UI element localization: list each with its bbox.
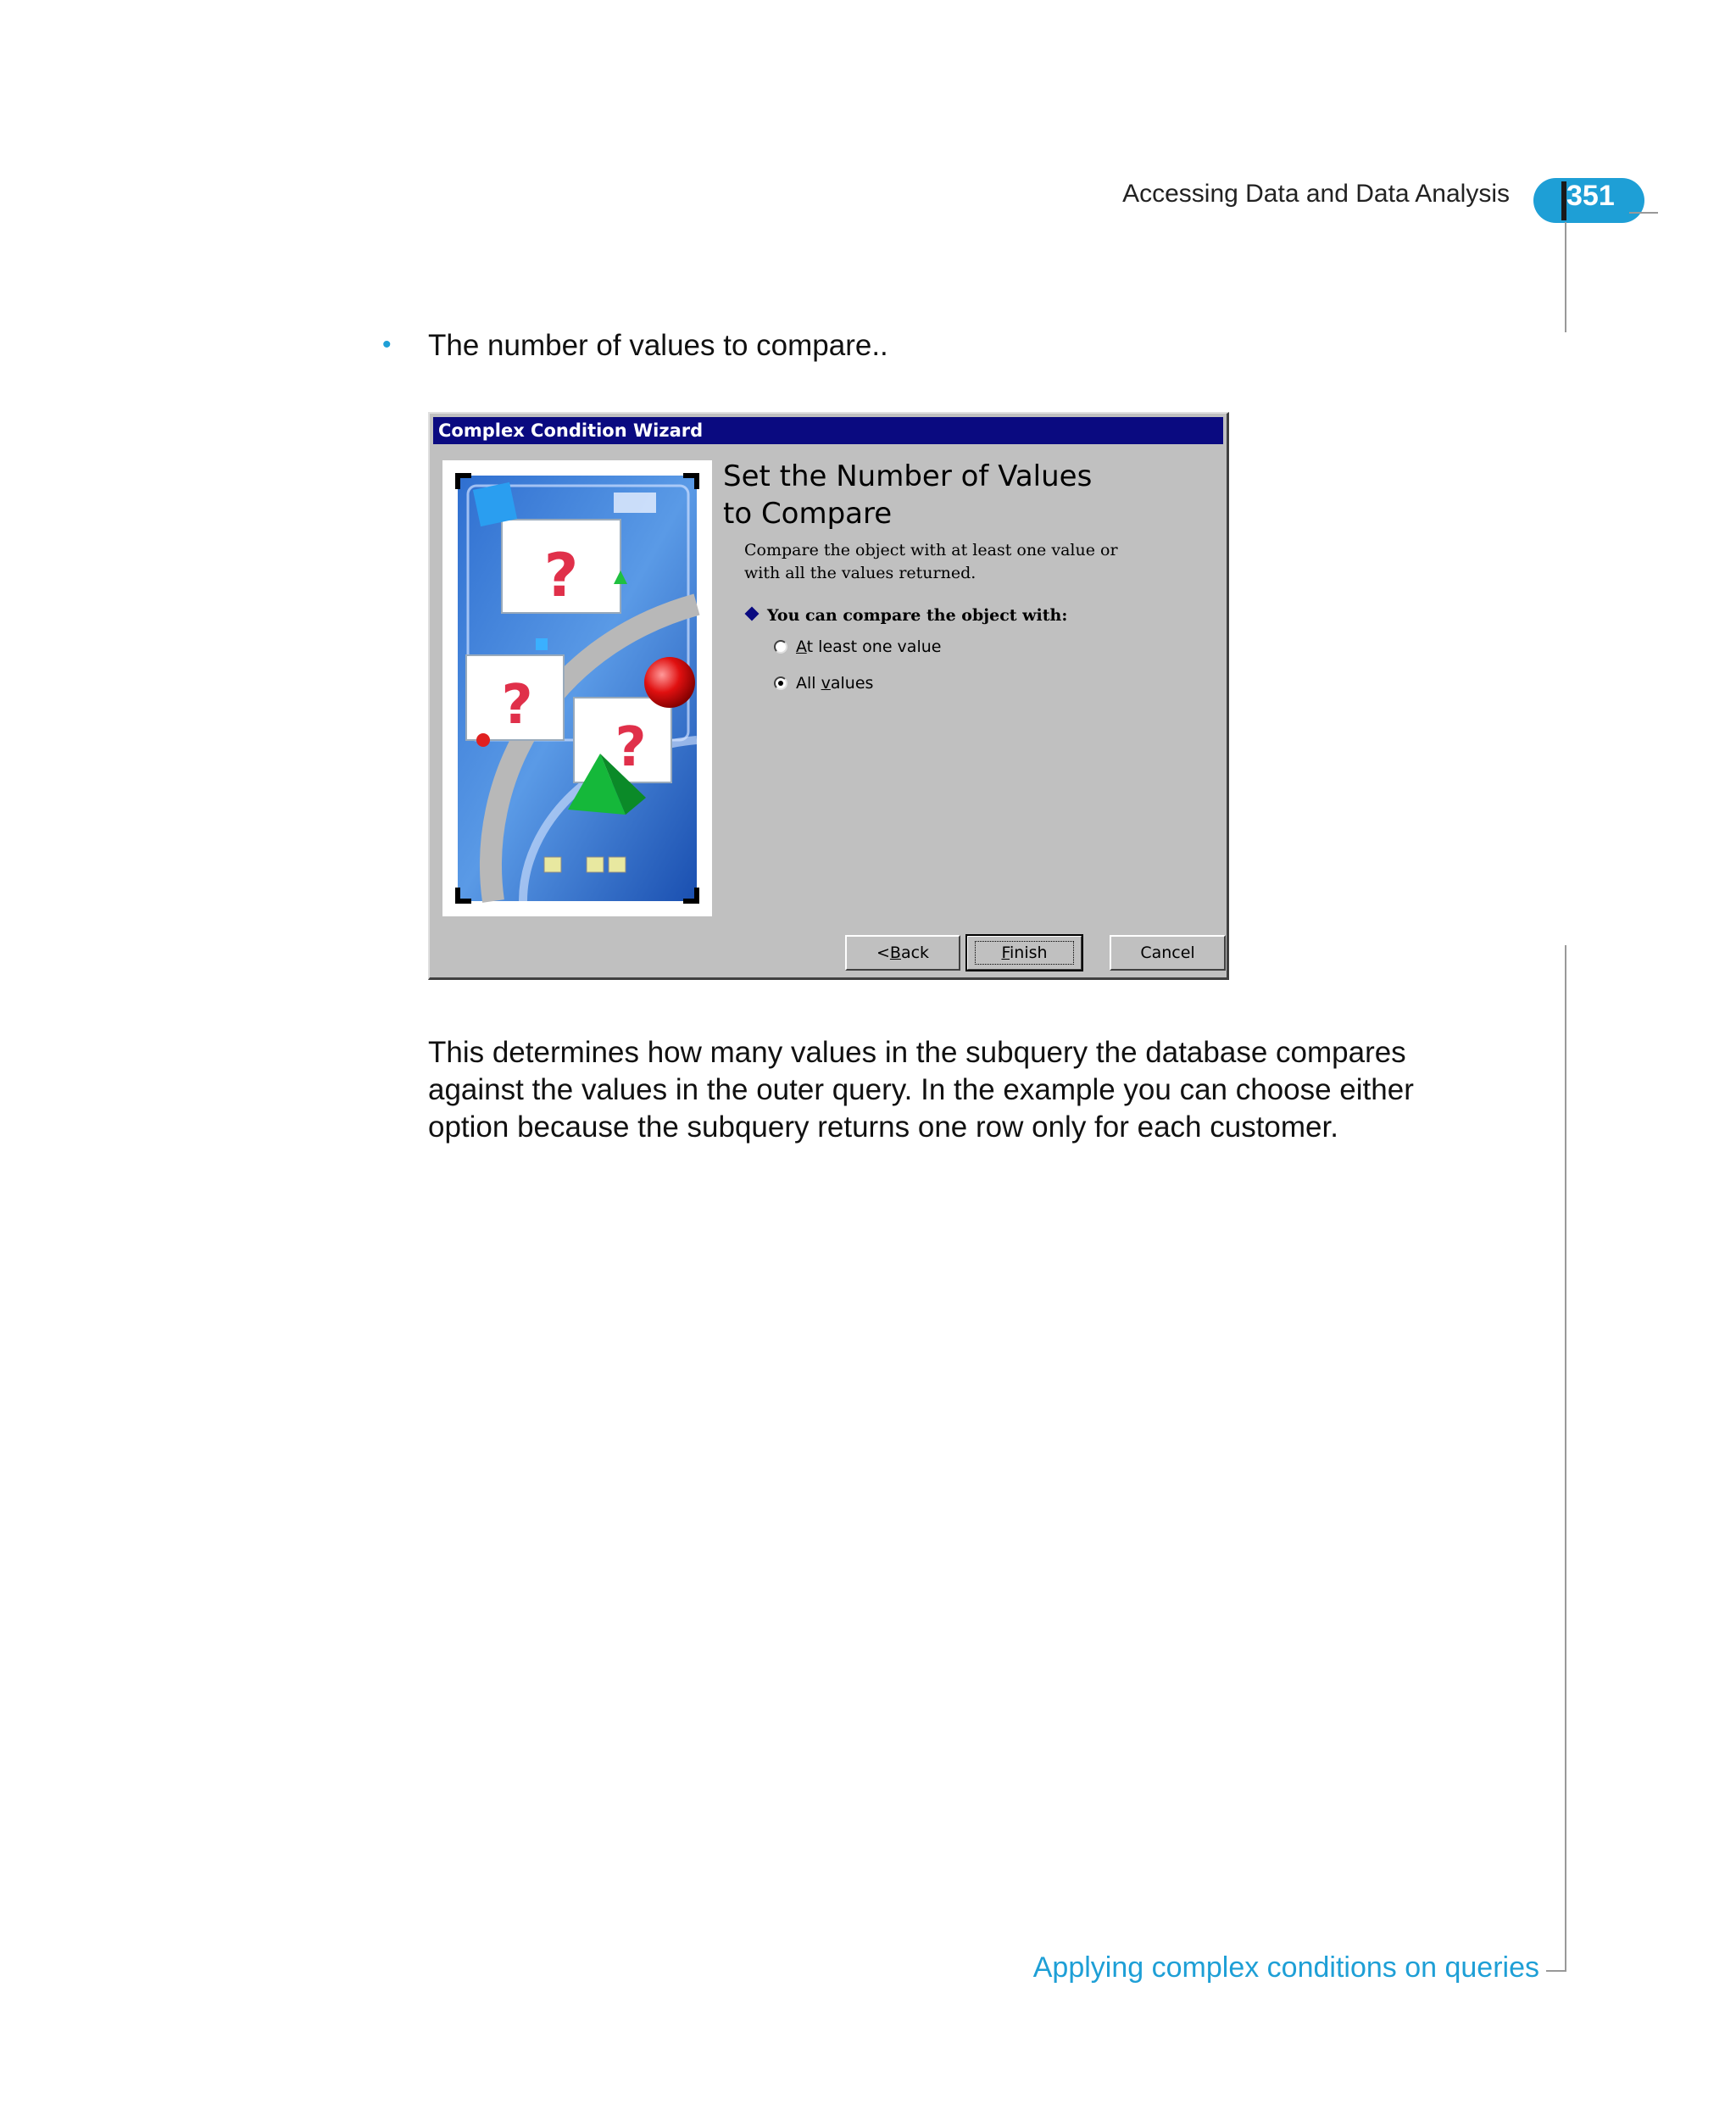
margin-rule-main [1565, 945, 1566, 1971]
body-paragraph: This determines how many values in the subquery the database compares against the values in the outer query. In the example you can choose either option because the subquery returns one row only for each customer. [428, 1036, 1414, 1144]
margin-rule-bottom [1546, 1970, 1566, 1972]
compare-prompt-label: You can compare the object with: [767, 606, 1068, 625]
radio-selected-dot-icon [778, 681, 783, 686]
back-button[interactable]: < B ack [845, 935, 960, 971]
margin-rule-top [1565, 222, 1566, 332]
wizard-step-description-line2: with all the values returned. [744, 564, 976, 582]
dialog-title: Complex Condition Wizard [438, 420, 704, 441]
page-number: 351 [1566, 180, 1615, 212]
compare-prompt [747, 606, 1067, 625]
wizard-illustration [442, 460, 712, 916]
wizard-illustration-image [442, 460, 712, 916]
radio-all-values-label: All values [796, 674, 874, 693]
running-header-title: Accessing Data and Data Analysis [1122, 180, 1510, 208]
diamond-bullet-icon [745, 607, 760, 621]
radio-at-least-one-value-label: At least one value [796, 637, 942, 656]
svg-text:?: ? [615, 716, 647, 779]
radio-at-least-one-value[interactable] [774, 637, 941, 656]
radio-button-unchecked[interactable] [774, 640, 787, 654]
svg-text:?: ? [543, 541, 579, 610]
wizard-step-heading-line2: to Compare [723, 497, 893, 531]
wizard-step-description [744, 539, 1134, 585]
radio-all-values[interactable] [774, 674, 873, 693]
finish-button[interactable] [966, 935, 1082, 971]
finish-button-focus-rect: Finish [975, 941, 1073, 965]
complex-condition-wizard-dialog [428, 412, 1229, 980]
radio-button-checked[interactable] [774, 676, 787, 690]
running-footer-title: Applying complex conditions on queries [1032, 1951, 1539, 1984]
bullet-text: The number of values to compare.. [428, 329, 888, 362]
margin-rule-top-horizontal [1629, 212, 1658, 214]
wizard-step-heading-line1: Set the Number of Values [723, 459, 1093, 493]
wizard-step-heading [723, 458, 1092, 532]
svg-text:?: ? [501, 674, 533, 737]
bullet-marker: • [382, 331, 392, 359]
cancel-button[interactable]: Cancel [1110, 935, 1226, 971]
dialog-titlebar[interactable] [433, 417, 1223, 444]
wizard-step-description-line1: Compare the object with at least one value or [744, 541, 1118, 559]
